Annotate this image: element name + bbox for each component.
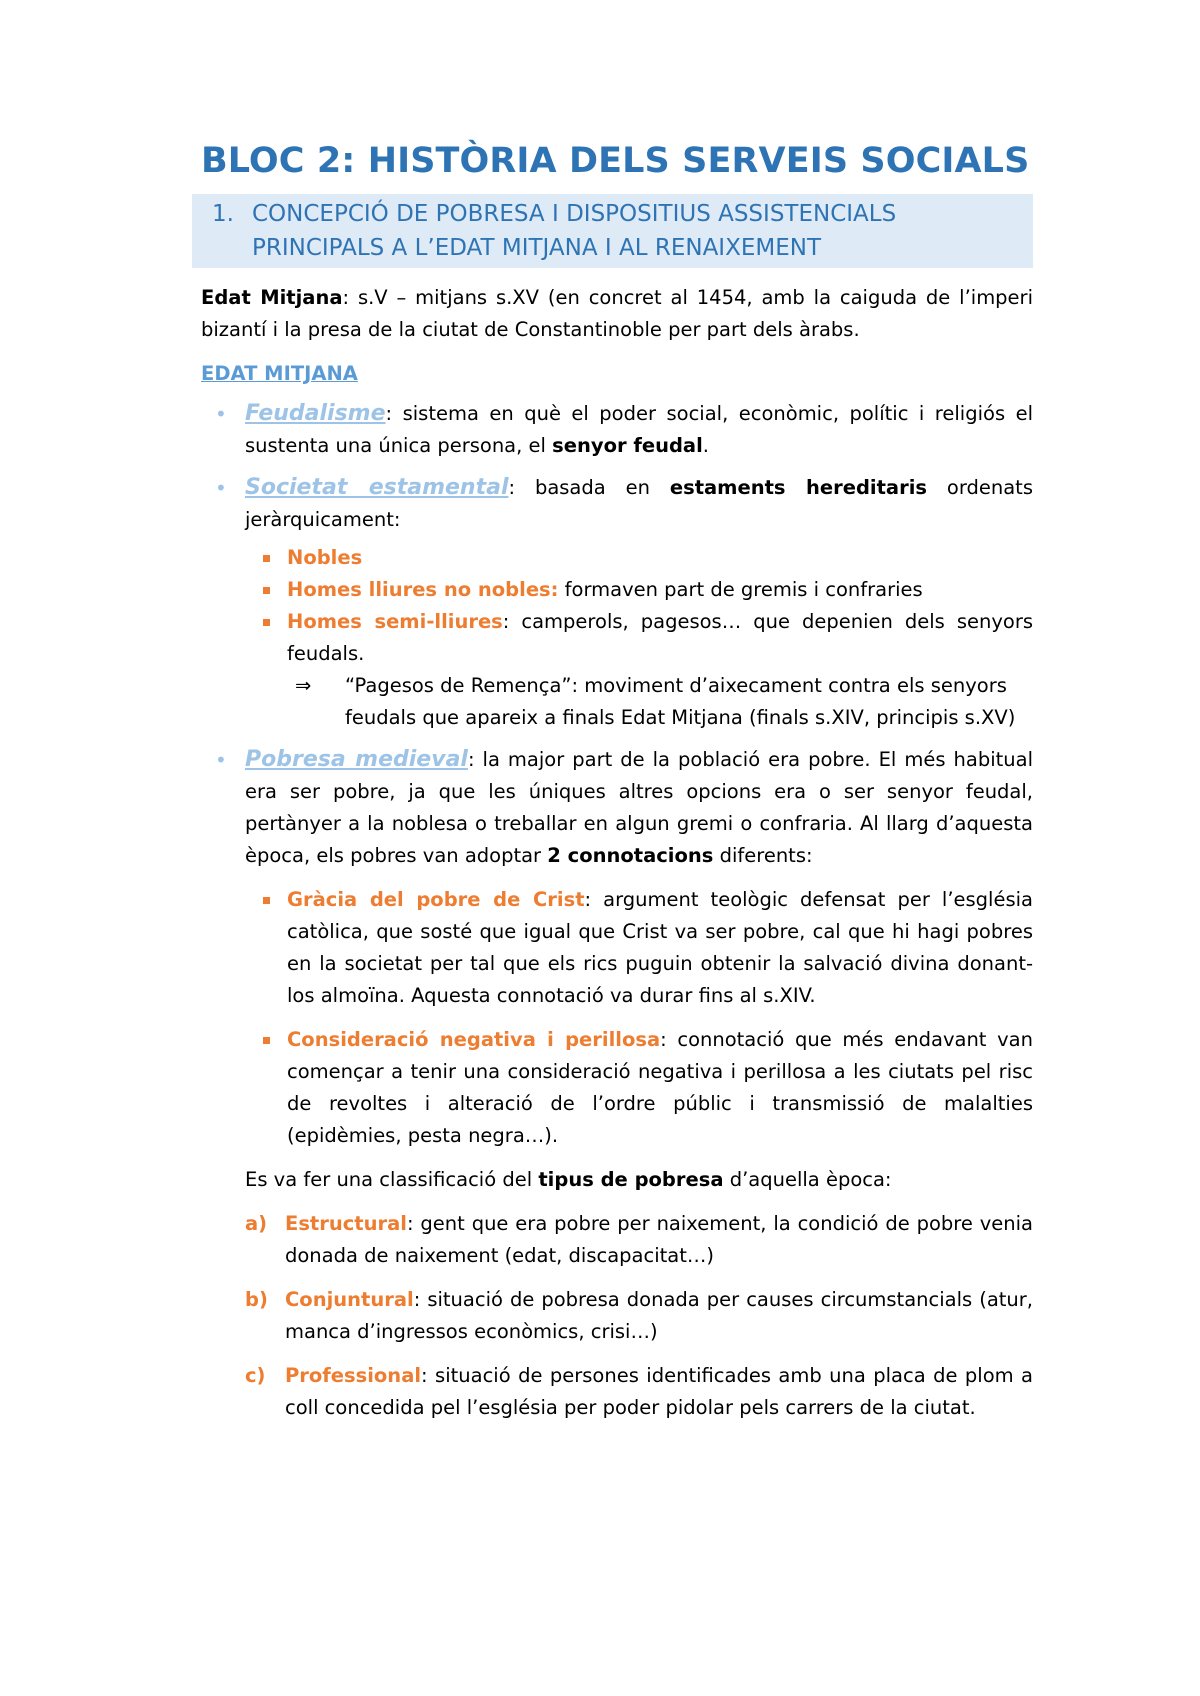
pobresa-bold: 2 connotacions bbox=[547, 844, 714, 867]
tipus-pobresa-list bbox=[245, 1208, 1033, 1424]
connotacio-text: : connotació que més endavant van començar a tenir una consideració negativa i perillosa a les ciutats pel risc de revoltes i alteració de l’ordre públic i transmissió de malalties (epidèmies, pesta negra…). bbox=[287, 1028, 1033, 1147]
list-item bbox=[245, 574, 1033, 606]
estaments-list bbox=[245, 542, 1033, 734]
list-item bbox=[245, 1360, 1033, 1424]
section-heading-text: CONCEPCIÓ DE POBRESA I DISPOSITIUS ASSISTENCIALS PRINCIPALS A L’EDAT MITJANA I AL RENAIXEMENT bbox=[252, 201, 897, 261]
feudalisme-paragraph bbox=[245, 398, 1033, 462]
societat-text-a: : basada en bbox=[508, 476, 670, 499]
section-number: 1. bbox=[212, 201, 234, 227]
bullet-icon: • bbox=[215, 476, 227, 500]
square-bullet-icon bbox=[263, 587, 270, 594]
societat-paragraph bbox=[245, 472, 1033, 536]
estament-paragraph bbox=[287, 542, 1033, 574]
connotacio-label: Consideració negativa i perillosa bbox=[287, 1028, 661, 1051]
list-item bbox=[245, 606, 1033, 734]
classificacio-text-b: d’aquella època: bbox=[723, 1168, 892, 1191]
list-letter: a) bbox=[245, 1212, 268, 1235]
list-item bbox=[245, 884, 1033, 1012]
right-arrow-icon: ⇒ bbox=[295, 674, 312, 697]
list-item-feudalisme bbox=[201, 398, 1033, 462]
pobresa-text-b: diferents: bbox=[713, 844, 813, 867]
classificacio-text-a: Es va fer una classificació del bbox=[245, 1168, 539, 1191]
tipus-text: : situació de persones identificades amb una placa de plom a coll concedida pel l’església per poder pidolar pels carrers de la ciutat. bbox=[285, 1364, 1033, 1419]
intro-paragraph bbox=[201, 282, 1033, 346]
pobresa-text-a: : la major part de la població era pobre. El més habitual era ser pobre, ja que les úniques altres opcions era o ser senyor feudal, pertànyer a la noblesa o treballar en algun gremi o confraria. Al llarg d’aquesta època, els pobres van adoptar bbox=[245, 748, 1033, 867]
list-item bbox=[245, 1208, 1033, 1272]
square-bullet-icon bbox=[263, 897, 270, 904]
square-bullet-icon bbox=[263, 555, 270, 562]
intro-text: : s.V – mitjans s.XV (en concret al 1454, amb la caiguda de l’imperi bizantí i la presa de la ciutat de Constantinoble per part dels àrabs. bbox=[201, 286, 1033, 341]
square-bullet-icon bbox=[263, 1037, 270, 1044]
tipus-label: Professional bbox=[285, 1364, 422, 1387]
list-letter: b) bbox=[245, 1288, 268, 1311]
list-item bbox=[245, 1284, 1033, 1348]
connotacions-list bbox=[245, 884, 1033, 1152]
list-item bbox=[245, 1024, 1033, 1152]
remenca-note bbox=[287, 670, 1033, 734]
connotacio-text: : argument teològic defensat per l’església catòlica, que sosté que igual que Crist va ser pobre, cal que hi hagi pobres en la societat per tal que els rics puguin obtenir la salvació divina donant-los almoïna. Aquesta connotació va durar fins al s.XIV. bbox=[287, 888, 1033, 1007]
tipus-paragraph bbox=[285, 1360, 1033, 1424]
term-pobresa-medieval: Pobresa medieval bbox=[245, 747, 468, 772]
document-content bbox=[201, 138, 1033, 1436]
estament-label: Homes lliures no nobles: bbox=[287, 578, 559, 601]
subheading-edat-mitjana: EDAT MITJANA bbox=[201, 362, 358, 385]
tipus-text: : gent que era pobre per naixement, la condició de pobre venia donada de naixement (edat, discapacitat…) bbox=[285, 1212, 1033, 1267]
list-item-societat-estamental bbox=[201, 472, 1033, 734]
term-feudalisme: Feudalisme bbox=[245, 401, 386, 426]
connotacio-label: Gràcia del pobre de Crist bbox=[287, 888, 585, 911]
list-item bbox=[245, 542, 1033, 574]
remenca-text: “Pagesos de Remença”: moviment d’aixecament contra els senyors feudals que apareix a finals Edat Mitjana (finals s.XIV, principis s.XV) bbox=[345, 674, 1016, 729]
intro-label: Edat Mitjana bbox=[201, 286, 343, 309]
estament-paragraph bbox=[287, 606, 1033, 670]
societat-text-b: ordenats jeràrquicament: bbox=[245, 476, 1033, 531]
estament-text: : camperols, pagesos… que depenien dels senyors feudals. bbox=[287, 610, 1034, 665]
main-bullet-list bbox=[201, 398, 1033, 1152]
tipus-label: Estructural bbox=[285, 1212, 407, 1235]
tipus-paragraph bbox=[285, 1284, 1033, 1348]
pobresa-paragraph bbox=[245, 744, 1033, 872]
bullet-icon: • bbox=[215, 402, 227, 426]
list-item-pobresa-medieval bbox=[201, 744, 1033, 1152]
classificacio-bold: tipus de pobresa bbox=[538, 1168, 724, 1191]
tipus-text: : situació de pobresa donada per causes circumstancials (atur, manca d’ingressos econòmics, crisi…) bbox=[285, 1288, 1033, 1343]
term-societat-estamental: Societat estamental bbox=[245, 475, 509, 500]
estament-label: Homes semi-lliures bbox=[287, 610, 503, 633]
feudalisme-bold: senyor feudal bbox=[552, 434, 703, 457]
square-bullet-icon bbox=[263, 619, 270, 626]
document-title: BLOC 2: HISTÒRIA DELS SERVEIS SOCIALS bbox=[201, 141, 1030, 181]
tipus-label: Conjuntural bbox=[285, 1288, 414, 1311]
societat-bold: estaments hereditaris bbox=[669, 476, 927, 499]
feudalisme-end: . bbox=[702, 434, 709, 457]
section-heading bbox=[192, 194, 1033, 268]
classificacio-intro bbox=[245, 1164, 1033, 1196]
feudalisme-text: : sistema en què el poder social, econòmic, polític i religiós el sustenta una única persona, el bbox=[245, 402, 1033, 457]
connotacio-paragraph bbox=[287, 1024, 1033, 1152]
bullet-icon: • bbox=[215, 748, 227, 772]
connotacio-paragraph bbox=[287, 884, 1033, 1012]
tipus-paragraph bbox=[285, 1208, 1033, 1272]
estament-text: formaven part de gremis i confraries bbox=[558, 578, 923, 601]
list-letter: c) bbox=[245, 1364, 266, 1387]
estament-paragraph bbox=[287, 574, 1033, 606]
estament-label: Nobles bbox=[287, 546, 363, 569]
